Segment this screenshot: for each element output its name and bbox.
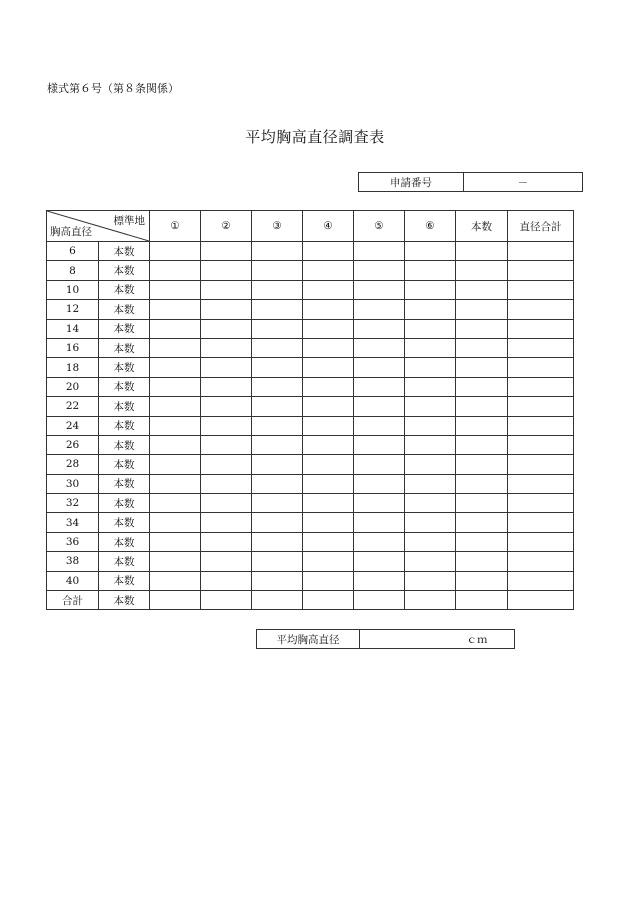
- diameter-total-entry-cell[interactable]: [508, 261, 574, 280]
- plot-header-3: ③: [252, 211, 303, 242]
- plot-5-entry-cell[interactable]: [354, 319, 405, 338]
- plot-1-entry-cell[interactable]: [150, 532, 201, 551]
- plot-1-entry-cell[interactable]: [150, 571, 201, 590]
- plot-1-entry-cell[interactable]: [150, 261, 201, 280]
- unit-cell: 本数: [99, 261, 150, 280]
- form-number: 様式第６号（第８条関係）: [47, 82, 179, 95]
- count-entry-cell[interactable]: [456, 377, 508, 396]
- plot-3-entry-cell[interactable]: [252, 261, 303, 280]
- diameter-class-cell: 26: [47, 435, 99, 454]
- plot-2-entry-cell[interactable]: [201, 591, 252, 610]
- plot-1-entry-cell[interactable]: [150, 513, 201, 532]
- count-entry-cell[interactable]: [456, 435, 508, 454]
- plot-3-entry-cell[interactable]: [252, 552, 303, 571]
- unit-cell: 本数: [99, 358, 150, 377]
- plot-6-entry-cell[interactable]: [405, 552, 456, 571]
- plot-2-entry-cell[interactable]: [201, 358, 252, 377]
- plot-4-entry-cell[interactable]: [303, 358, 354, 377]
- table-row: [47, 397, 574, 416]
- table-row: [47, 416, 574, 435]
- plot-5-entry-cell[interactable]: [354, 571, 405, 590]
- unit-cell: 本数: [99, 242, 150, 261]
- diameter-class-cell: 10: [47, 280, 99, 299]
- count-entry-cell[interactable]: [456, 397, 508, 416]
- plot-5-entry-cell[interactable]: [354, 416, 405, 435]
- plot-2-entry-cell[interactable]: [201, 435, 252, 454]
- plot-4-entry-cell[interactable]: [303, 552, 354, 571]
- plot-3-entry-cell[interactable]: [252, 532, 303, 551]
- unit-cell: 本数: [99, 552, 150, 571]
- plot-2-entry-cell[interactable]: [201, 474, 252, 493]
- diameter-total-entry-cell[interactable]: [508, 358, 574, 377]
- diameter-class-cell: 34: [47, 513, 99, 532]
- plot-4-entry-cell[interactable]: [303, 261, 354, 280]
- plot-6-entry-cell[interactable]: [405, 532, 456, 551]
- plot-4-entry-cell[interactable]: [303, 280, 354, 299]
- table-row: [47, 300, 574, 319]
- plot-5-entry-cell[interactable]: [354, 261, 405, 280]
- count-entry-cell[interactable]: [456, 242, 508, 261]
- unit-cell: 本数: [99, 474, 150, 493]
- average-diameter-label: 平均胸高直径: [257, 630, 360, 649]
- table-row: [47, 474, 574, 493]
- unit-cell: 本数: [99, 455, 150, 474]
- plot-3-entry-cell[interactable]: [252, 242, 303, 261]
- plot-4-entry-cell[interactable]: [303, 571, 354, 590]
- table-row: [47, 358, 574, 377]
- plot-4-entry-cell[interactable]: [303, 532, 354, 551]
- average-diameter-field[interactable]: [360, 630, 515, 649]
- table-row: [47, 571, 574, 590]
- plot-header-6: ⑥: [405, 211, 456, 242]
- plot-1-entry-cell[interactable]: [150, 552, 201, 571]
- table-row: [47, 242, 574, 261]
- plot-5-entry-cell[interactable]: [354, 338, 405, 357]
- count-header: 本数: [456, 211, 508, 242]
- count-entry-cell[interactable]: [456, 319, 508, 338]
- page-title: 平均胸高直径調査表: [245, 128, 385, 146]
- plot-3-entry-cell[interactable]: [252, 435, 303, 454]
- plot-header-2: ②: [201, 211, 252, 242]
- diameter-total-entry-cell[interactable]: [508, 319, 574, 338]
- plot-3-entry-cell[interactable]: [252, 571, 303, 590]
- plot-4-entry-cell[interactable]: [303, 416, 354, 435]
- count-entry-cell[interactable]: [456, 416, 508, 435]
- diameter-survey-table: [46, 210, 574, 610]
- diameter-class-cell: 28: [47, 455, 99, 474]
- plot-1-entry-cell[interactable]: [150, 474, 201, 493]
- plot-5-entry-cell[interactable]: [354, 513, 405, 532]
- plot-5-entry-cell[interactable]: [354, 300, 405, 319]
- plot-1-entry-cell[interactable]: [150, 280, 201, 299]
- plot-6-entry-cell[interactable]: [405, 455, 456, 474]
- diameter-class-cell: 20: [47, 377, 99, 396]
- plot-5-entry-cell[interactable]: [354, 552, 405, 571]
- diameter-class-cell: 40: [47, 571, 99, 590]
- count-entry-cell[interactable]: [456, 571, 508, 590]
- count-entry-cell[interactable]: [456, 513, 508, 532]
- plot-6-entry-cell[interactable]: [405, 300, 456, 319]
- standard-plot-label: 標準地: [113, 215, 145, 227]
- plot-3-entry-cell[interactable]: [252, 319, 303, 338]
- plot-1-entry-cell[interactable]: [150, 455, 201, 474]
- plot-4-entry-cell[interactable]: [303, 377, 354, 396]
- application-number-table: [358, 172, 583, 192]
- plot-2-entry-cell[interactable]: [201, 494, 252, 513]
- count-entry-cell[interactable]: [456, 338, 508, 357]
- diameter-total-entry-cell[interactable]: [508, 455, 574, 474]
- plot-1-entry-cell[interactable]: [150, 397, 201, 416]
- table-row: [47, 338, 574, 357]
- plot-4-entry-cell[interactable]: [303, 300, 354, 319]
- diameter-total-entry-cell[interactable]: [508, 571, 574, 590]
- plot-5-entry-cell[interactable]: [354, 377, 405, 396]
- plot-6-entry-cell[interactable]: [405, 319, 456, 338]
- table-row: [47, 280, 574, 299]
- diameter-class-cell: 24: [47, 416, 99, 435]
- plot-3-entry-cell[interactable]: [252, 455, 303, 474]
- plot-5-entry-cell[interactable]: [354, 591, 405, 610]
- plot-6-entry-cell[interactable]: [405, 513, 456, 532]
- plot-2-entry-cell[interactable]: [201, 532, 252, 551]
- diameter-class-cell: 6: [47, 242, 99, 261]
- diameter-total-header: 直径合計: [508, 211, 574, 242]
- plot-2-entry-cell[interactable]: [201, 513, 252, 532]
- diameter-total-entry-cell[interactable]: [508, 416, 574, 435]
- plot-6-entry-cell[interactable]: [405, 435, 456, 454]
- plot-4-entry-cell[interactable]: [303, 513, 354, 532]
- diameter-class-cell: 36: [47, 532, 99, 551]
- diameter-class-cell: 12: [47, 300, 99, 319]
- plot-2-entry-cell[interactable]: [201, 552, 252, 571]
- plot-5-entry-cell[interactable]: [354, 455, 405, 474]
- plot-4-entry-cell[interactable]: [303, 435, 354, 454]
- diameter-total-entry-cell[interactable]: [508, 300, 574, 319]
- plot-6-entry-cell[interactable]: [405, 494, 456, 513]
- diameter-total-entry-cell[interactable]: [508, 397, 574, 416]
- plot-5-entry-cell[interactable]: [354, 532, 405, 551]
- plot-3-entry-cell[interactable]: [252, 474, 303, 493]
- table-row: [47, 261, 574, 280]
- unit-cell: 本数: [99, 416, 150, 435]
- plot-3-entry-cell[interactable]: [252, 513, 303, 532]
- plot-3-entry-cell[interactable]: [252, 416, 303, 435]
- plot-1-entry-cell[interactable]: [150, 242, 201, 261]
- plot-2-entry-cell[interactable]: [201, 280, 252, 299]
- unit-cell: 本数: [99, 377, 150, 396]
- diameter-class-cell: 32: [47, 494, 99, 513]
- plot-4-entry-cell[interactable]: [303, 242, 354, 261]
- plot-1-entry-cell[interactable]: [150, 300, 201, 319]
- unit-cell: 本数: [99, 338, 150, 357]
- plot-4-entry-cell[interactable]: [303, 455, 354, 474]
- plot-3-entry-cell[interactable]: [252, 358, 303, 377]
- plot-6-entry-cell[interactable]: [405, 474, 456, 493]
- plot-5-entry-cell[interactable]: [354, 280, 405, 299]
- plot-3-entry-cell[interactable]: [252, 494, 303, 513]
- plot-2-entry-cell[interactable]: [201, 300, 252, 319]
- diameter-total-entry-cell[interactable]: [508, 552, 574, 571]
- count-entry-cell[interactable]: [456, 358, 508, 377]
- count-entry-cell[interactable]: [456, 552, 508, 571]
- diameter-total-entry-cell[interactable]: [508, 474, 574, 493]
- unit-cell: 本数: [99, 319, 150, 338]
- plot-6-entry-cell[interactable]: [405, 280, 456, 299]
- plot-2-entry-cell[interactable]: [201, 416, 252, 435]
- diameter-total-entry-cell[interactable]: [508, 377, 574, 396]
- diameter-class-cell: 14: [47, 319, 99, 338]
- unit-cell: 本数: [99, 591, 150, 610]
- plot-header-5: ⑤: [354, 211, 405, 242]
- plot-3-entry-cell[interactable]: [252, 338, 303, 357]
- unit-cell: 本数: [99, 435, 150, 454]
- plot-1-entry-cell[interactable]: [150, 358, 201, 377]
- count-entry-cell[interactable]: [456, 494, 508, 513]
- plot-2-entry-cell[interactable]: [201, 397, 252, 416]
- plot-3-entry-cell[interactable]: [252, 377, 303, 396]
- plot-6-entry-cell[interactable]: [405, 242, 456, 261]
- diameter-class-cell: 16: [47, 338, 99, 357]
- plot-6-entry-cell[interactable]: [405, 591, 456, 610]
- table-row: [47, 532, 574, 551]
- table-row: [47, 494, 574, 513]
- diameter-class-cell: 合計: [47, 591, 99, 610]
- plot-1-entry-cell[interactable]: [150, 416, 201, 435]
- count-entry-cell[interactable]: [456, 280, 508, 299]
- plot-5-entry-cell[interactable]: [354, 494, 405, 513]
- diameter-total-entry-cell[interactable]: [508, 494, 574, 513]
- plot-header-4: ④: [303, 211, 354, 242]
- plot-5-entry-cell[interactable]: [354, 358, 405, 377]
- plot-1-entry-cell[interactable]: [150, 319, 201, 338]
- count-entry-cell[interactable]: [456, 591, 508, 610]
- unit-cell: 本数: [99, 513, 150, 532]
- diameter-total-entry-cell[interactable]: [508, 532, 574, 551]
- plot-6-entry-cell[interactable]: [405, 397, 456, 416]
- plot-6-entry-cell[interactable]: [405, 261, 456, 280]
- plot-2-entry-cell[interactable]: [201, 338, 252, 357]
- plot-4-entry-cell[interactable]: [303, 397, 354, 416]
- count-entry-cell[interactable]: [456, 532, 508, 551]
- application-number-field[interactable]: －: [464, 173, 583, 192]
- plot-2-entry-cell[interactable]: [201, 242, 252, 261]
- plot-5-entry-cell[interactable]: [354, 242, 405, 261]
- average-diameter-unit: ｃｍ: [466, 633, 488, 646]
- unit-cell: 本数: [99, 300, 150, 319]
- plot-6-entry-cell[interactable]: [405, 416, 456, 435]
- table-row: [47, 455, 574, 474]
- plot-3-entry-cell[interactable]: [252, 591, 303, 610]
- diameter-total-entry-cell[interactable]: [508, 513, 574, 532]
- count-entry-cell[interactable]: [456, 261, 508, 280]
- plot-2-entry-cell[interactable]: [201, 261, 252, 280]
- diameter-total-entry-cell[interactable]: [508, 591, 574, 610]
- plot-5-entry-cell[interactable]: [354, 397, 405, 416]
- plot-2-entry-cell[interactable]: [201, 319, 252, 338]
- plot-1-entry-cell[interactable]: [150, 591, 201, 610]
- table-row: [47, 591, 574, 610]
- breast-height-diameter-label: 胸高直径: [50, 226, 92, 238]
- table-row: [47, 319, 574, 338]
- plot-3-entry-cell[interactable]: [252, 280, 303, 299]
- plot-5-entry-cell[interactable]: [354, 435, 405, 454]
- plot-6-entry-cell[interactable]: [405, 358, 456, 377]
- count-entry-cell[interactable]: [456, 455, 508, 474]
- plot-3-entry-cell[interactable]: [252, 397, 303, 416]
- plot-6-entry-cell[interactable]: [405, 377, 456, 396]
- plot-4-entry-cell[interactable]: [303, 591, 354, 610]
- application-number-label: 申請番号: [359, 173, 464, 192]
- unit-cell: 本数: [99, 494, 150, 513]
- plot-6-entry-cell[interactable]: [405, 338, 456, 357]
- average-diameter-table: [256, 629, 515, 649]
- table-row: [47, 435, 574, 454]
- plot-1-entry-cell[interactable]: [150, 338, 201, 357]
- table-header-row: [47, 211, 574, 242]
- diameter-class-cell: 30: [47, 474, 99, 493]
- diameter-total-entry-cell[interactable]: [508, 435, 574, 454]
- plot-4-entry-cell[interactable]: [303, 319, 354, 338]
- table-row: [47, 552, 574, 571]
- diameter-class-cell: 22: [47, 397, 99, 416]
- table-row: [47, 513, 574, 532]
- diameter-class-cell: 38: [47, 552, 99, 571]
- plot-2-entry-cell[interactable]: [201, 455, 252, 474]
- count-entry-cell[interactable]: [456, 474, 508, 493]
- corner-header-cell: [47, 211, 150, 242]
- diameter-class-cell: 18: [47, 358, 99, 377]
- table-row: [47, 377, 574, 396]
- plot-4-entry-cell[interactable]: [303, 338, 354, 357]
- plot-4-entry-cell[interactable]: [303, 494, 354, 513]
- plot-5-entry-cell[interactable]: [354, 474, 405, 493]
- plot-1-entry-cell[interactable]: [150, 377, 201, 396]
- plot-2-entry-cell[interactable]: [201, 571, 252, 590]
- unit-cell: 本数: [99, 397, 150, 416]
- diameter-class-cell: 8: [47, 261, 99, 280]
- diameter-total-entry-cell[interactable]: [508, 242, 574, 261]
- unit-cell: 本数: [99, 280, 150, 299]
- count-entry-cell[interactable]: [456, 300, 508, 319]
- plot-2-entry-cell[interactable]: [201, 377, 252, 396]
- plot-1-entry-cell[interactable]: [150, 435, 201, 454]
- plot-6-entry-cell[interactable]: [405, 571, 456, 590]
- unit-cell: 本数: [99, 532, 150, 551]
- diameter-total-entry-cell[interactable]: [508, 338, 574, 357]
- unit-cell: 本数: [99, 571, 150, 590]
- diameter-total-entry-cell[interactable]: [508, 280, 574, 299]
- plot-header-1: ①: [150, 211, 201, 242]
- plot-4-entry-cell[interactable]: [303, 474, 354, 493]
- plot-1-entry-cell[interactable]: [150, 494, 201, 513]
- plot-3-entry-cell[interactable]: [252, 300, 303, 319]
